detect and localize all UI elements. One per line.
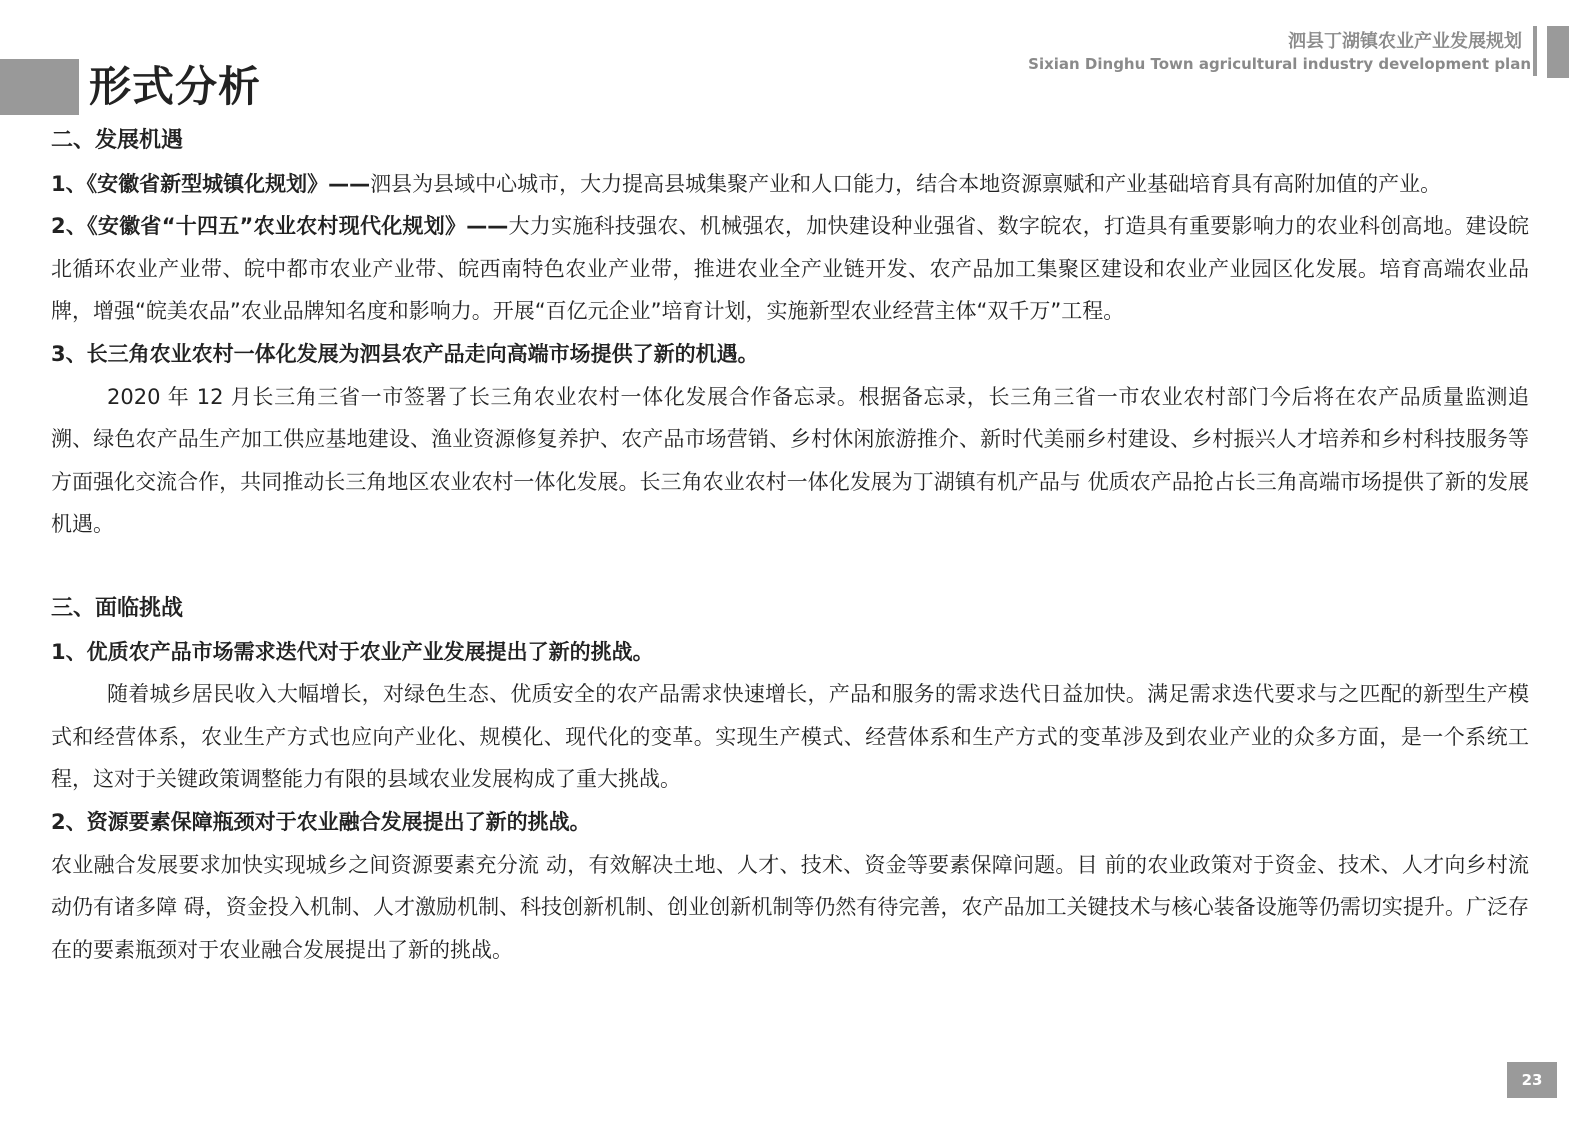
section-heading-challenges: 三、面临挑战 (51, 595, 184, 621)
section-heading-opportunities: 二、发展机遇 (51, 128, 184, 153)
header-title-zh: 泗县丁湖镇农业产业发展规划 (1288, 31, 1522, 52)
page-number: 23 (1507, 1062, 1557, 1098)
challenge-item-1-text: 随着城乡居民收入大幅增长，对绿色生态、优质安全的农产品需求快速增长，产品和服务的需求迭代日益加快。满足需求迭代要求与之匹配的新型生产模式和经营体系，农业生产方式也应向产业化、规模化、现代化的变革。实现生产模式、经营体系和生产方式的变革涉及到农业产业的众多方面，是一个系统工程，这对于关键政策调整能力有限的县域农业发展构成了重大挑战。 (51, 682, 1529, 792)
opportunity-item-2-text: 大力实施科技强农、机械强农，加快建设种业强省、数字皖农，打造具有重要影响力的农业科创高地。建设皖北循环农业产业带、皖中都市农业产业带、皖西南特色农业产业带，推进农业全产业链开发、农产品加工集聚区建设和农业产业园区化发展。培育高端农业品牌，增强“皖美农品”农业品牌知名度和影响力。开展“百亿元企业”培育计划，实施新型农业经营主体“双千万”工程。 (51, 214, 1529, 324)
title-decor-block (0, 59, 79, 115)
header-title-en: Sixian Dinghu Town agricultural industry development plan (1028, 55, 1531, 73)
opportunity-item-2-lead: 2、《安徽省“十四五”农业农村现代化规划》—— (51, 214, 509, 239)
opportunity-item-2 (51, 205, 1529, 333)
section-spacer (51, 546, 1529, 588)
header-decor-bar-thick (1547, 26, 1569, 78)
opportunity-item-1-lead: 1、《安徽省新型城镇化规划》—— (51, 171, 371, 196)
challenge-item-2-text: 农业融合发展要求加快实现城乡之间资源要素充分流 动，有效解决土地、人才、技术、资金等要素保障问题。目 前的农业政策对于资金、技术、人才向乡村流动仍有诸多障 碍，资金投入机制、人才激励机制、科技创新机制、创业创新机制等仍然有待完善，农产品加工关键技术与核心装备设施等仍需切实提升。广泛存在的要素瓶颈对于农业融合发展提出了新的挑战。 (51, 852, 1529, 962)
challenge-item-2-heading: 2、资源要素保障瓶颈对于农业融合发展提出了新的挑战。 (51, 809, 591, 834)
document-body (51, 120, 1529, 971)
opportunity-item-1-text: 泗县为县域中心城市，大力提高县城集聚产业和人口能力，结合本地资源禀赋和产业基础培育具有高附加值的产业。 (370, 171, 1442, 196)
opportunity-item-3-text: 2020 年 12 月长三角三省一市签署了长三角农业农村一体化发展合作备忘录。根据备忘录，长三角三省一市农业农村部门今后将在农产品质量监测追溯、绿色农产品生产加工供应基地建设、渔业资源修复养护、农产品市场营销、乡村休闲旅游推介、新时代美丽乡村建设、乡村振兴人才培养和乡村科技服务等方面强化交流合作，共同推动长三角地区农业农村一体化发展。长三角农业农村一体化发展为丁湖镇有机产品与 优质农产品抢占长三角高端市场提供了新的发展机遇。 (51, 384, 1529, 537)
opportunity-item-3-heading: 3、长三角农业农村一体化发展为泗县农产品走向高端市场提供了新的机遇。 (51, 341, 759, 366)
opportunity-item-1 (51, 163, 1529, 206)
header-decor-bar-thin (1533, 26, 1537, 76)
challenge-item-1-heading: 1、优质农产品市场需求迭代对于农业产业发展提出了新的挑战。 (51, 639, 654, 664)
page-title: 形式分析 (89, 62, 262, 111)
